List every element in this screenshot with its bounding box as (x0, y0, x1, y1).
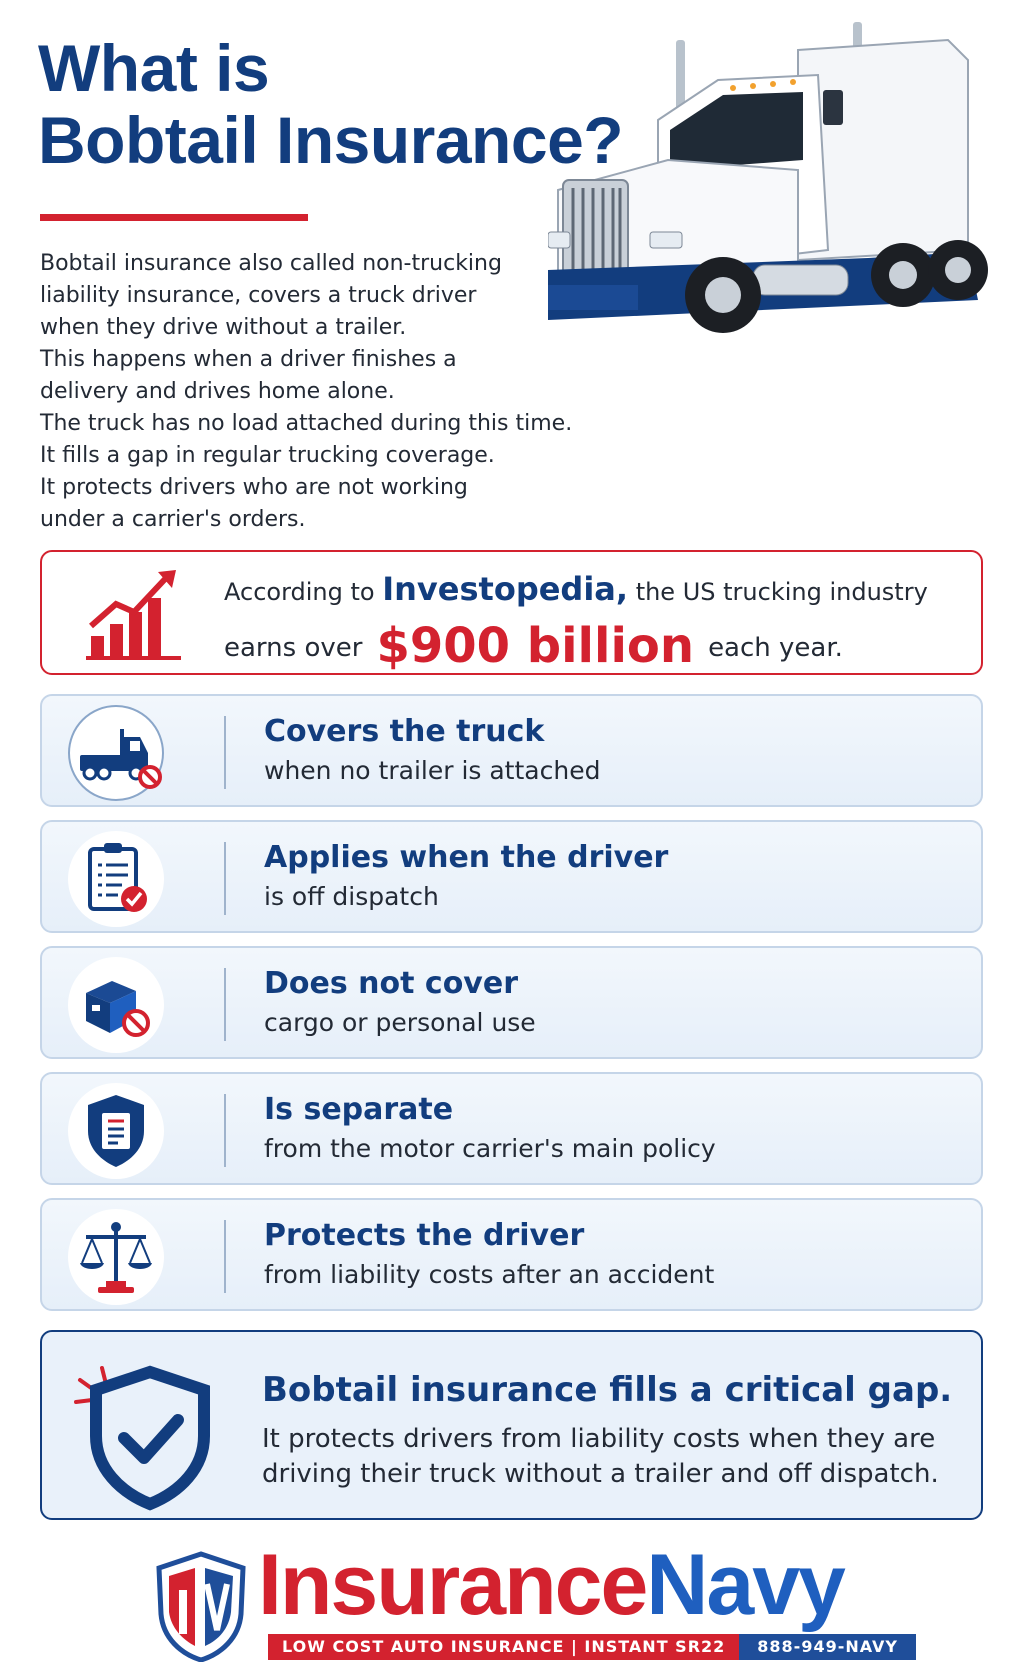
summary-text-line: driving their truck without a trailer and off dispatch. (262, 1459, 939, 1489)
footer-tagline-bar (268, 1634, 916, 1660)
intro-line: delivery and drives home alone. (40, 379, 395, 404)
summary-title: Bobtail insurance fills a critical gap. (262, 1370, 953, 1410)
box-prohibited-icon (68, 957, 164, 1053)
summary-text (262, 1422, 962, 1492)
card-divider (224, 968, 226, 1041)
feature-card (40, 694, 983, 807)
insurance-navy-shield-logo (155, 1550, 247, 1662)
feature-subtitle: from liability costs after an accident (264, 1260, 715, 1289)
intro-line: This happens when a driver finishes a (40, 347, 457, 372)
stat-suffix: the US trucking industry (635, 578, 928, 606)
feature-card (40, 1072, 983, 1185)
growth-chart-icon (86, 566, 181, 661)
brand-part-1: Insurance (258, 1537, 647, 1633)
card-divider (224, 842, 226, 915)
stat-source: Investopedia, (382, 570, 629, 608)
feature-card (40, 946, 983, 1059)
feature-title: Applies when the driver (264, 840, 669, 875)
stat-prefix: According to (224, 578, 375, 606)
semi-truck-illustration (548, 20, 1008, 360)
card-divider (224, 716, 226, 789)
icon-circle (68, 957, 164, 1053)
shield-document-icon (68, 1083, 164, 1179)
icon-circle (68, 1209, 164, 1305)
stat-line2-prefix: earns over (224, 633, 363, 663)
stat-amount: $900 billion (376, 618, 695, 674)
feature-card (40, 1198, 983, 1311)
icon-circle (68, 831, 164, 927)
stat-line-1 (224, 570, 928, 608)
card-divider (224, 1094, 226, 1167)
intro-line: when they drive without a trailer. (40, 315, 407, 340)
footer-phone[interactable]: 888-949-NAVY (739, 1634, 916, 1660)
scales-icon (68, 1209, 164, 1305)
feature-title: Does not cover (264, 966, 519, 1001)
feature-subtitle: from the motor carrier's main policy (264, 1134, 716, 1163)
icon-circle (68, 1083, 164, 1179)
intro-line: under a carrier's orders. (40, 507, 306, 532)
feature-subtitle: is off dispatch (264, 882, 439, 911)
stat-line2-suffix: each year. (708, 633, 843, 663)
summary-callout (40, 1330, 983, 1520)
intro-line: It protects drivers who are not working (40, 475, 468, 500)
stat-callout (40, 550, 983, 675)
intro-line: Bobtail insurance also called non-trucking (40, 251, 502, 276)
feature-title: Protects the driver (264, 1218, 585, 1253)
feature-subtitle: when no trailer is attached (264, 756, 601, 785)
truck-no-trailer-icon (70, 707, 166, 803)
clipboard-check-icon (68, 831, 164, 927)
intro-line: It fills a gap in regular trucking coverage. (40, 443, 495, 468)
title-underline (40, 214, 308, 221)
brand-part-2: Navy (646, 1537, 844, 1633)
title-line-2: Bobtail Insurance? (38, 103, 624, 177)
footer-tagline: LOW COST AUTO INSURANCE | INSTANT SR22 (268, 1634, 739, 1660)
intro-paragraph (40, 248, 620, 536)
feature-title: Covers the truck (264, 714, 545, 749)
intro-line: The truck has no load attached during this time. (40, 411, 573, 436)
icon-circle (68, 705, 164, 801)
title-line-1: What is (38, 31, 270, 105)
intro-line: liability insurance, covers a truck driver (40, 283, 477, 308)
summary-text-line: It protects drivers from liability costs when they are (262, 1424, 936, 1454)
feature-subtitle: cargo or personal use (264, 1008, 536, 1037)
feature-title: Is separate (264, 1092, 454, 1127)
card-divider (224, 1220, 226, 1293)
feature-card (40, 820, 983, 933)
shield-check-icon (62, 1346, 222, 1511)
stat-line-2 (224, 612, 843, 674)
brand-wordmark (258, 1537, 844, 1633)
